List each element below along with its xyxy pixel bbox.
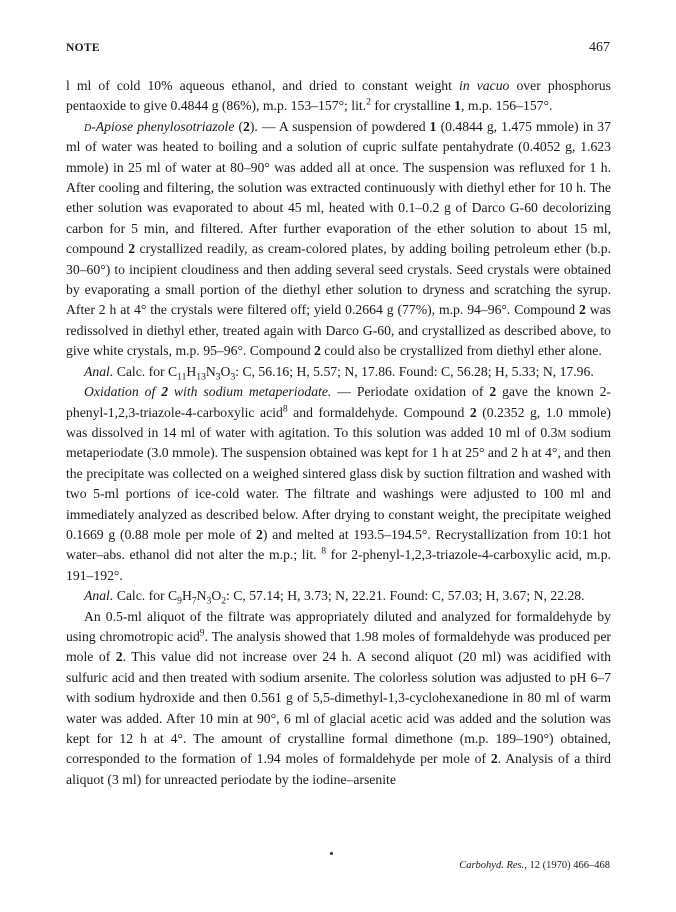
- paragraph-heading: Oxidation of: [84, 384, 162, 400]
- text: l ml of cold 10% aqueous ethanol, and dried to constant weight: [66, 78, 460, 93]
- text: N: [205, 363, 216, 379]
- text: was redissolved in diethyl ether, treated again with Darco G-60, and crystallized as described above, to give white crystals, m.p. 95–96°. Compound: [66, 302, 611, 359]
- text: O: [220, 363, 231, 379]
- subscript: 3: [230, 371, 236, 383]
- paragraph-formaldehyde: [66, 607, 611, 791]
- text: for 2-phenyl-1,2,3-triazole-4-carboxylic acid, m.p. 191–192°.: [66, 547, 611, 583]
- article-body: [66, 76, 611, 790]
- page-number: 467: [589, 40, 610, 55]
- paragraph-heading: -Apiose phenylosotriazole: [91, 118, 235, 134]
- compound-number: 2: [161, 384, 169, 400]
- section-label: NOTE: [66, 42, 100, 54]
- text: H: [181, 588, 192, 604]
- text: (: [234, 118, 244, 134]
- compound-number: 1: [429, 118, 437, 134]
- text: . This value did not increase over 24 h. A second aliquot (20 ml) was acidified with sulfuric acid and then treated with sodium arsenite. The colorless solution was adjusted to pH 6–7 with sodium hydroxide and then 0.561 g of 5,5-dimethyl-1,3-cyclohexanedione in 80 ml of warm water was added. After 10 min at 90°, 6 ml of glacial acetic acid was added and the solution was kept for 12 h at 4°. The amount of crystalline formal dimethone (m.p. 189–190°) obtained, corresponded to the formation of 1.94 moles of formaldehyde per mole of: [66, 649, 611, 767]
- text: and formaldehyde. Compound: [287, 404, 470, 420]
- text: . The analysis showed that 1.98 moles of formaldehyde was produced per mole of: [66, 628, 611, 665]
- compound-number: 2: [256, 526, 263, 542]
- compound-number: 2: [243, 118, 250, 134]
- subscript: 7: [191, 595, 197, 607]
- compound-number: 2: [469, 404, 477, 420]
- paragraph-phenylosotriazole: [66, 117, 611, 362]
- subscript: 3: [215, 371, 221, 383]
- text: — Periodate oxidation of: [331, 384, 490, 400]
- page-header: [66, 42, 610, 60]
- paragraph-oxidation: [66, 382, 611, 586]
- compound-number: 2: [128, 241, 136, 257]
- text: for crystalline: [370, 98, 455, 114]
- subscript: 2: [221, 595, 227, 607]
- text: sodium metaperiodate (3.0 mmole). The suspension obtained was kept for 1 h at 25° and 2 h at 4°, and then the precipitate was collected on a weighed sintered glass disk by suction filtration and washed with two 5-ml portions of ice-cold water. The filtrate and washings were adjusted to 100 ml and immediately analyzed as described below. After drying to constant weight, the precipitate weighed 0.1669 g (0.88 mole per mole of: [66, 424, 612, 542]
- reference-marker: 8: [321, 545, 327, 557]
- subscript: 11: [177, 371, 187, 383]
- subscript: 13: [196, 371, 206, 383]
- text: gave the known 2-phenyl-1,2,3-triazole-4-carboxylic acid: [66, 384, 611, 420]
- print-speck: [330, 852, 333, 855]
- text: : C, 57.14; H, 3.73; N, 22.21. Found: C, 57.03; H, 3.67; N, 22.28.: [226, 588, 585, 604]
- text: over phosphorus pentaoxide to give 0.4844 g (86%), m.p. 153–157°; lit.: [66, 78, 611, 114]
- text: could also be crystallized from diethyl ether alone.: [320, 343, 602, 359]
- compound-number: 2: [489, 384, 497, 400]
- text: N: [196, 588, 207, 604]
- analysis-label: Anal.: [84, 363, 114, 379]
- compound-number: 2: [578, 302, 586, 318]
- subscript: 9: [177, 595, 182, 607]
- compound-number: 2: [115, 649, 123, 665]
- paragraph-drying: [66, 76, 611, 117]
- text: ) and melted at 193.5–194.5°. Recrystallization from 10:1 hot water–abs. ethanol did not alter the m.p.; lit.: [66, 526, 611, 563]
- subscript: 3: [206, 595, 212, 607]
- journal-volume: , 12 (1970) 466–468: [524, 860, 610, 871]
- text: An 0.5-ml aliquot of the filtrate was appropriately diluted and analyzed for formaldehyde by using chromotropic acid: [66, 608, 611, 644]
- text: . Analysis of a third aliquot (3 ml) for unreacted periodate by the iodine–arsenite: [66, 751, 611, 787]
- text: (0.2352 g, 1.0 mmole) was dissolved in 14 ml of water with agitation. To this solution was added 10 ml of 0.3: [66, 404, 611, 440]
- text: , m.p. 156–157°.: [461, 98, 553, 114]
- text: crystallized readily, as cream-colored plates, by adding boiling petroleum ether (b.p. 30–60°) to incipient cloudiness and then adding several seed crystals. Seed crystals were obtained by evaporating a small portion of the diethyl ether solution to dryness and scratching the syrup. After 2 h at 4° the crystals were filtered off; yield 0.2664 g (77%), m.p. 94–96°. Compound: [66, 241, 611, 318]
- stereo-prefix: d: [84, 118, 92, 134]
- reference-marker: 8: [282, 402, 288, 414]
- compound-number: 2: [314, 343, 321, 359]
- italic-text: in vacuo: [459, 78, 510, 93]
- analysis-label: Anal.: [84, 588, 114, 604]
- journal-citation: [459, 860, 610, 871]
- text: Calc. for C: [113, 363, 178, 379]
- text: ). — A suspension of powdered: [249, 118, 430, 134]
- text: (0.4844 g, 1.475 mmole) in 37 ml of water was heated to boiling and a solution of cupric sulfate pentahydrate (0.4052 g, 1.623 mmole) in 25 ml of water at 80–90° was added all at once. The suspension was refluxed for 1 h. After cooling and filtering, the solution was extracted continuously with diethyl ether for 10 h. The ether solution was evaporated to about 45 ml, heated with 0.1–0.2 g of Darco G-60 decolorizing carbon for 5 min, and filtered. After further evaporation of the ether solution to about 15 ml, compound: [66, 118, 611, 257]
- reference-marker: 9: [199, 627, 205, 639]
- compound-number: 2: [490, 751, 498, 767]
- journal-name: Carbohyd. Res.: [459, 860, 525, 871]
- paragraph-heading: with sodium metaperiodate.: [168, 384, 332, 400]
- paragraph-analysis-2: [66, 586, 611, 606]
- text: Calc. for C: [113, 588, 178, 604]
- text: : C, 56.16; H, 5.57; N, 17.86. Found: C, 56.28; H, 5.33; N, 17.96.: [235, 363, 594, 379]
- text: H: [186, 363, 197, 379]
- paragraph-analysis-1: [66, 362, 611, 382]
- molarity-unit: m: [557, 424, 567, 440]
- reference-marker: 2: [366, 96, 371, 108]
- compound-number: 1: [454, 98, 461, 114]
- text: O: [211, 588, 222, 604]
